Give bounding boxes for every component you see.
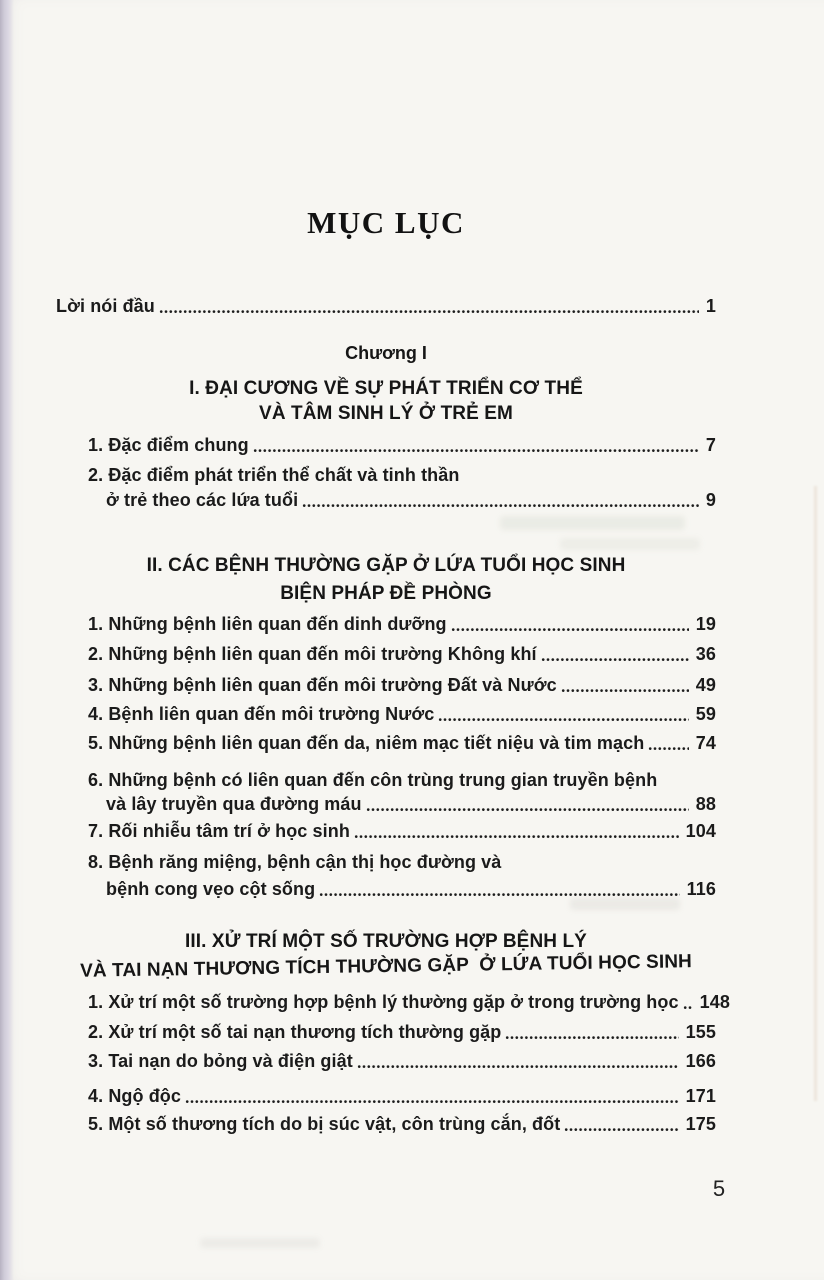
toc-entry-page: 59 (695, 704, 716, 724)
toc-entry (88, 672, 716, 698)
dot-leader (159, 309, 699, 314)
toc-entry-label: 2. Những bệnh liên quan đến môi trường Không khí (88, 644, 537, 664)
toc-entry-label: 3. Tai nạn do bỏng và điện giật (88, 1051, 353, 1071)
toc-entry (88, 611, 716, 637)
dot-leader (451, 627, 689, 632)
section-heading-line: BIỆN PHÁP ĐỀ PHÒNG (280, 583, 492, 604)
toc-entry-page: 49 (695, 675, 716, 695)
toc-entry-label: 5. Những bệnh liên quan đến da, niêm mạc tiết niệu và tim mạch (88, 733, 645, 753)
section-heading-line: II. CÁC BỆNH THƯỜNG GẶP Ở LỨA TUỔI HỌC SINH (146, 555, 626, 576)
toc-entry-label: 7. Rối nhiễu tâm trí ở học sinh (88, 821, 350, 841)
toc-entry-page: 9 (705, 490, 716, 510)
toc-entry-page: 88 (695, 794, 716, 814)
page-title: MỤC LỤC (307, 205, 465, 240)
toc-entry-label: 6. Những bệnh có liên quan đến côn trùng trung gian truyền bệnh (88, 770, 658, 790)
dot-leader (253, 448, 699, 453)
toc-entry-page: 104 (685, 821, 716, 841)
toc-entry-page: 171 (685, 1086, 716, 1106)
toc-entry (106, 876, 716, 902)
toc-entry (88, 432, 716, 458)
toc-entry-page: 7 (705, 435, 716, 455)
dot-leader (319, 892, 679, 897)
toc-entry (88, 1019, 716, 1045)
toc-entry-page: 36 (695, 644, 716, 664)
section-heading-line: I. ĐẠI CƯƠNG VỀ SỰ PHÁT TRIỂN CƠ THỂ (189, 378, 583, 399)
page-right-edge (814, 486, 817, 1100)
toc-entry (106, 791, 716, 817)
toc-entry (88, 1111, 716, 1137)
toc-entry-page: 1 (705, 296, 716, 316)
toc-entry-page: 74 (695, 733, 716, 753)
dot-leader (185, 1099, 679, 1104)
toc-entry-label: 1. Những bệnh liên quan đến dinh dưỡng (88, 614, 447, 634)
toc-entry-continuation: ở trẻ theo các lứa tuổi (106, 490, 299, 510)
dot-leader (357, 1064, 679, 1069)
toc-entry-page: 166 (685, 1051, 716, 1071)
toc-entry-page: 116 (686, 879, 716, 899)
dot-leader (366, 807, 689, 812)
toc-entry-page: 19 (695, 614, 716, 634)
page-left-edge (0, 0, 14, 1280)
toc-entry-page: 155 (685, 1022, 716, 1042)
toc-entry-label: 1. Xử trí một số trường hợp bệnh lý thường gặp ở trong trường học (88, 992, 679, 1012)
toc-entry-label: 4. Ngộ độc (88, 1086, 182, 1106)
section-heading-line: III. XỬ TRÍ MỘT SỐ TRƯỜNG HỢP BỆNH LÝ (185, 931, 587, 952)
dot-leader (683, 1005, 693, 1010)
dot-leader (561, 688, 689, 693)
toc-entry-page: 175 (685, 1114, 716, 1134)
toc-entry-label: 2. Xử trí một số tai nạn thương tích thường gặp (88, 1022, 502, 1042)
toc-entry (88, 701, 716, 727)
toc-entry-continuation: và lây truyền qua đường máu (106, 794, 362, 814)
chapter-label: Chương I (345, 343, 427, 363)
toc-entry (106, 487, 716, 513)
section-heading-line: VÀ TÂM SINH LÝ Ở TRẺ EM (259, 403, 513, 424)
toc-entry (88, 730, 716, 756)
toc-entry-label: 4. Bệnh liên quan đến môi trường Nước (88, 704, 435, 724)
toc-entry (88, 818, 716, 844)
table-of-contents (56, 0, 730, 1280)
dot-leader (541, 657, 689, 662)
dot-leader (648, 746, 688, 751)
dot-leader (505, 1035, 678, 1040)
dot-leader (354, 834, 679, 839)
toc-entry (88, 641, 716, 667)
toc-entry (56, 293, 716, 319)
toc-entry-label: 8. Bệnh răng miệng, bệnh cận thị học đường và (88, 852, 502, 872)
page-number: 5 (712, 1176, 726, 1201)
dot-leader (438, 717, 688, 722)
toc-entry (88, 1048, 716, 1074)
dot-leader (302, 503, 699, 508)
toc-entry-label: 1. Đặc điểm chung (88, 435, 249, 455)
dot-leader (564, 1127, 678, 1132)
toc-entry-continuation: bệnh cong vẹo cột sống (106, 879, 316, 899)
toc-entry-label: 5. Một số thương tích do bị súc vật, côn trùng cắn, đốt (88, 1114, 561, 1134)
toc-entry-label: 3. Những bệnh liên quan đến môi trường Đất và Nước (88, 675, 557, 695)
toc-entry (88, 989, 730, 1015)
toc-entry-page: 148 (699, 992, 730, 1012)
toc-entry-label: Lời nói đầu (56, 296, 155, 316)
toc-entry-label: 2. Đặc điểm phát triển thể chất và tinh thần (88, 465, 460, 485)
section-heading-line: VÀ TAI NẠN THƯƠNG TÍCH THƯỜNG GẶP Ở LỨA TUỔI HỌC SINH (79, 951, 693, 982)
toc-entry (88, 1083, 716, 1109)
